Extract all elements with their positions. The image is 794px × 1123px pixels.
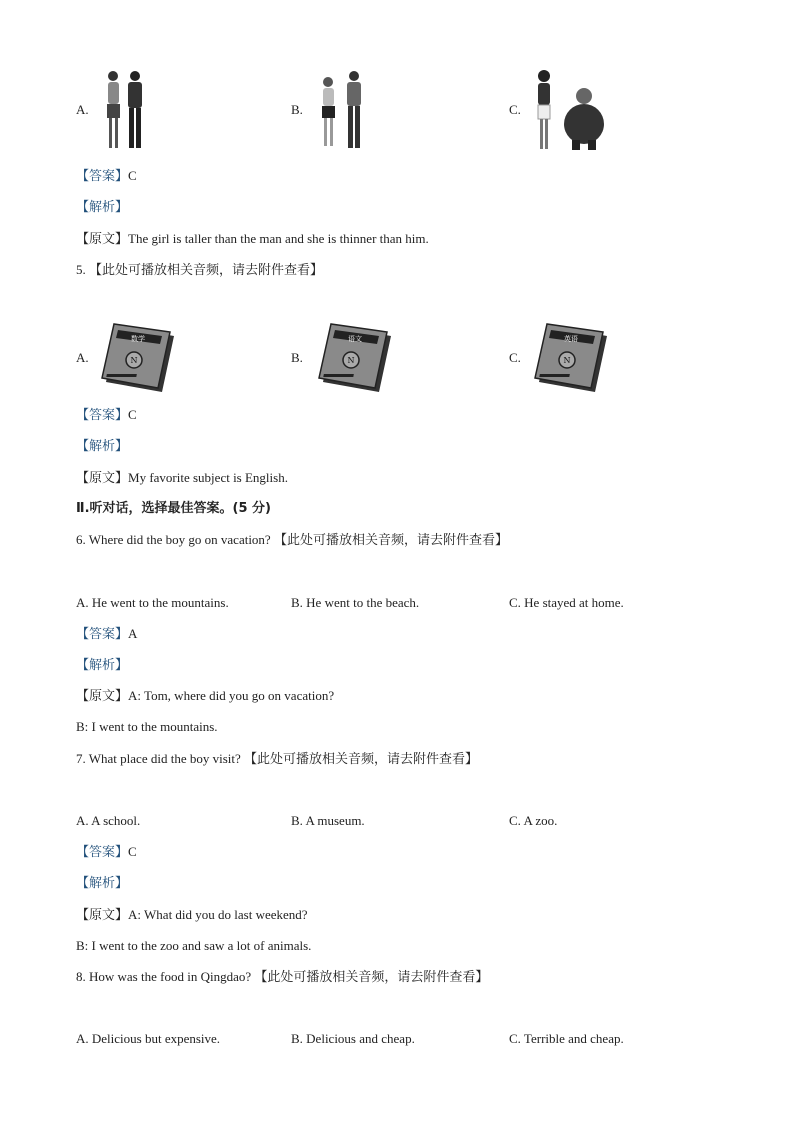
q5-answer: C <box>128 407 137 422</box>
q4-original-line <box>76 230 429 248</box>
analysis-tag: 【解析】 <box>76 199 129 214</box>
q5-original-text: My favorite subject is English. <box>128 470 288 485</box>
q7-original-b: B: I went to the zoo and saw a lot of animals. <box>76 938 312 953</box>
analysis-tag: 【解析】 <box>76 657 129 672</box>
q7-original-line <box>76 906 308 924</box>
book-emblem: N <box>130 356 138 365</box>
analysis-tag: 【解析】 <box>76 875 129 890</box>
answer-tag: 【答案】 <box>76 844 129 859</box>
q7-answer: C <box>128 844 137 859</box>
english-book-picture <box>529 322 611 394</box>
tall-woman-short-man-picture <box>95 66 159 152</box>
q7-original-a: A: What did you do last weekend? <box>128 907 308 922</box>
original-tag: 【原文】 <box>76 470 129 485</box>
q4-option-a-label: A. <box>76 102 89 117</box>
q6-original-b: B: I went to the mountains. <box>76 719 218 734</box>
q8-option-b: B. Delicious and cheap. <box>291 1031 415 1046</box>
q4-answer-line <box>76 167 137 185</box>
q6-option-b: B. He went to the beach. <box>291 595 420 610</box>
original-tag: 【原文】 <box>76 688 129 703</box>
chinese-book-picture <box>313 322 395 394</box>
book-emblem: N <box>347 356 355 365</box>
short-woman-tall-man-picture <box>312 68 376 152</box>
q5-option-b-label: B. <box>291 350 303 365</box>
q8-title: 8. How was the food in Qingdao? 【此处可播放相关音频，请去附件查看】 <box>76 969 489 984</box>
book-emblem: N <box>563 356 571 365</box>
answer-tag: 【答案】 <box>76 626 129 641</box>
q5-answer-line <box>76 406 137 424</box>
tall-thin-woman-fat-man-picture <box>530 66 614 154</box>
q4-analysis-line <box>76 198 128 216</box>
q6-answer-line <box>76 625 137 643</box>
q6-option-a: A. He went to the mountains. <box>76 595 229 610</box>
q7-analysis-line <box>76 874 128 892</box>
q8-option-c: C. Terrible and cheap. <box>509 1031 624 1046</box>
q7-option-a: A. A school. <box>76 813 141 828</box>
q5-option-c-label: C. <box>509 350 521 365</box>
q5-title: 5. 【此处可播放相关音频，请去附件查看】 <box>76 262 324 277</box>
q4-option-b-label: B. <box>291 102 303 117</box>
q4-answer: C <box>128 168 137 183</box>
q7-option-c: C. A zoo. <box>509 813 558 828</box>
q4-option-c-label: C. <box>509 102 521 117</box>
book-label-math: 数学 <box>131 335 145 343</box>
original-tag: 【原文】 <box>76 231 129 246</box>
q6-original-a: A: Tom, where did you go on vacation? <box>128 688 335 703</box>
q6-answer: A <box>128 626 138 641</box>
q7-title: 7. What place did the boy visit? 【此处可播放相关音频，请去附件查看】 <box>76 751 478 766</box>
q6-title: 6. Where did the boy go on vacation? 【此处可播放相关音频，请去附件查看】 <box>76 532 508 547</box>
q4-original-text: The girl is taller than the man and she is thinner than him. <box>128 231 429 246</box>
q5-original-line <box>76 469 288 487</box>
book-label-english: 英语 <box>564 335 578 343</box>
q6-analysis-line <box>76 656 128 674</box>
q8-option-a: A. Delicious but expensive. <box>76 1031 221 1046</box>
q7-option-b: B. A museum. <box>291 813 365 828</box>
q5-option-a-label: A. <box>76 350 89 365</box>
answer-tag: 【答案】 <box>76 168 129 183</box>
answer-tag: 【答案】 <box>76 407 129 422</box>
math-book-picture <box>96 322 178 394</box>
q7-answer-line <box>76 843 137 861</box>
q6-original-line <box>76 687 334 705</box>
q6-option-c: C. He stayed at home. <box>509 595 624 610</box>
analysis-tag: 【解析】 <box>76 438 129 453</box>
q5-analysis-line <box>76 437 128 455</box>
original-tag: 【原文】 <box>76 907 129 922</box>
book-label-chinese: 语文 <box>348 335 362 343</box>
section-2-title: Ⅱ.听对话，选择最佳答案。(5 分) <box>76 501 271 516</box>
